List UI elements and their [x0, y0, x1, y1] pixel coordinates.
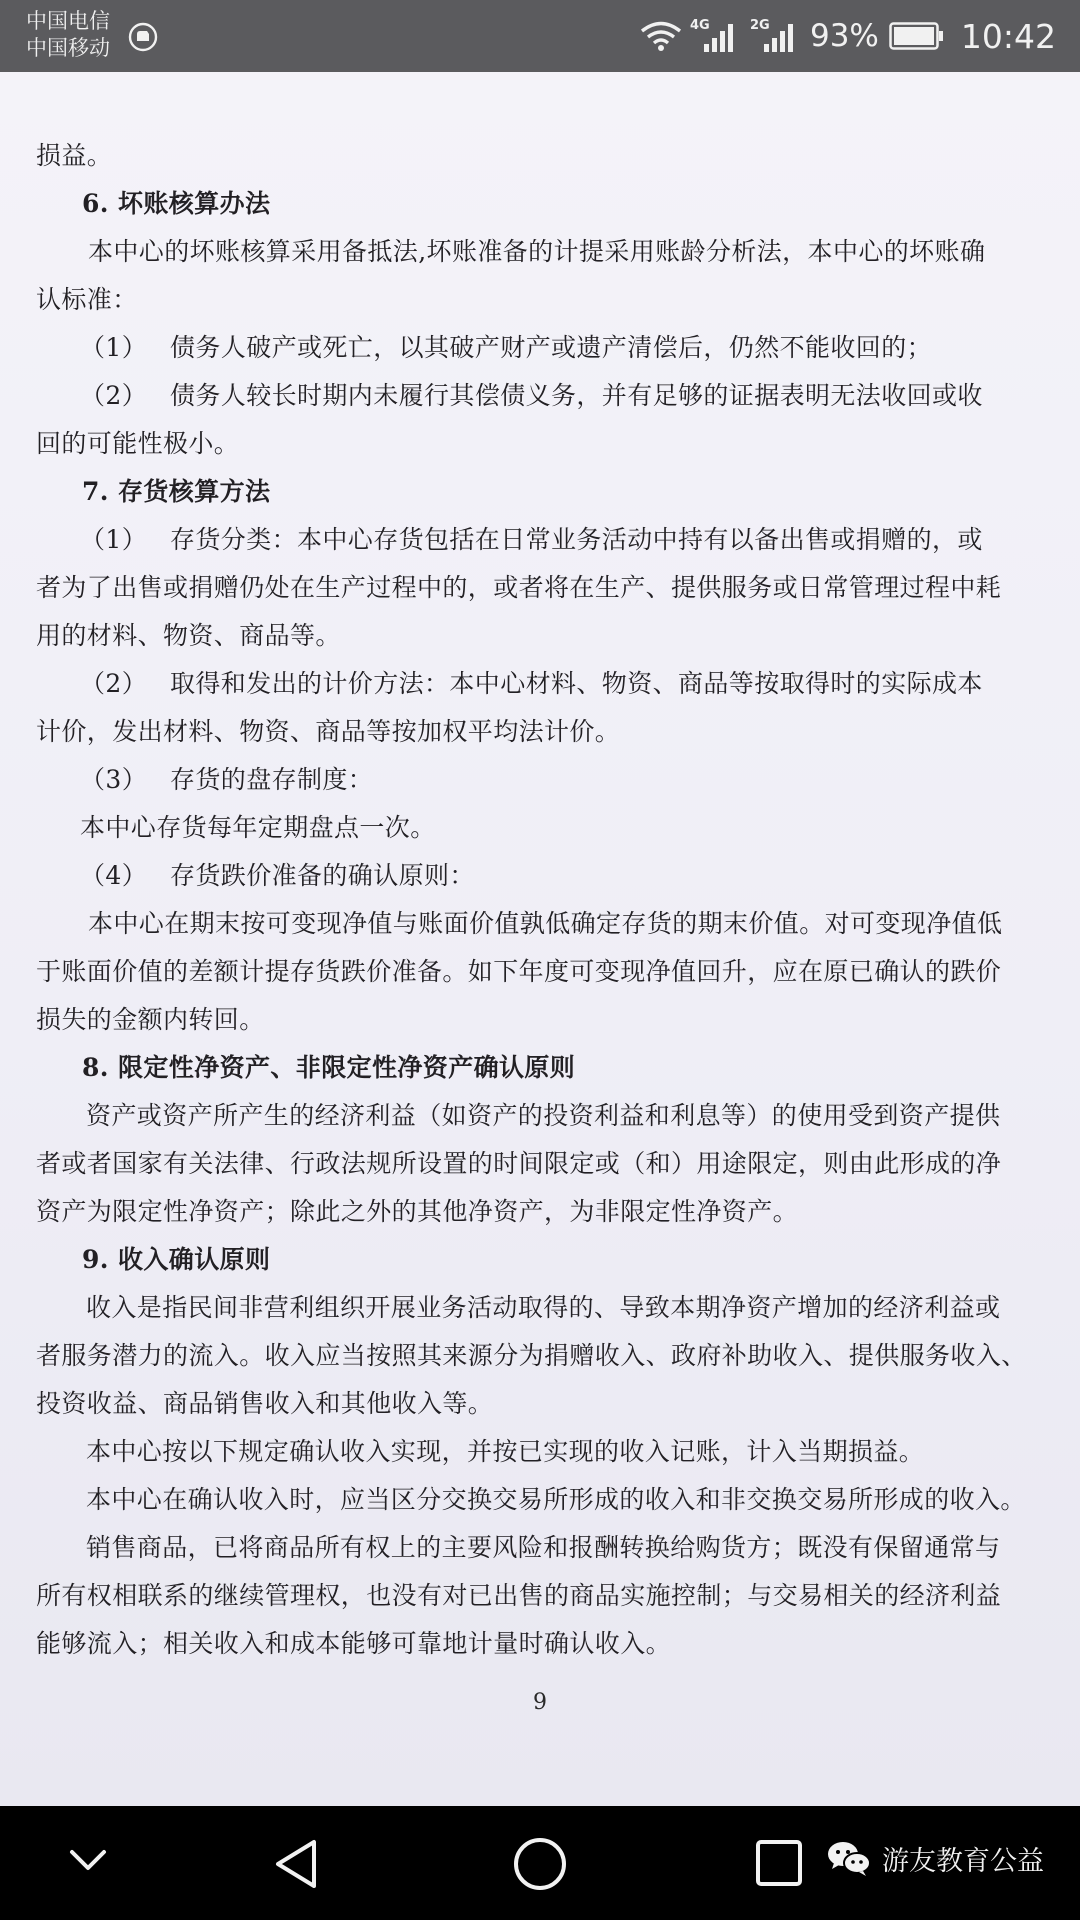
text-line: 资产为限定性净资产；除此之外的其他净资产，为非限定性净资产。: [36, 1197, 799, 1226]
item-number: （3）: [80, 765, 148, 794]
navigation-bar: [0, 1806, 1080, 1920]
network-type-2g: 2G: [749, 18, 770, 33]
text-line: 资产或资产所产生的经济利益（如资产的投资利益和利息等）的使用受到资产提供: [86, 1101, 1001, 1130]
list-item-text: 债务人破产或死亡，以其破产财产或遗产清偿后，仍然不能收回的；: [170, 333, 933, 362]
text-line: 本中心在确认收入时，应当区分交换交易所形成的收入和非交换交易所形成的收入。: [86, 1485, 1026, 1514]
section-heading: 6. 坏账核算办法: [82, 189, 271, 218]
text-line: 能够流入；相关收入和成本能够可靠地计量时确认收入。: [36, 1629, 672, 1658]
clock: 10:42: [960, 16, 1056, 56]
text-line: 者服务潜力的流入。收入应当按照其来源分为捐赠收入、政府补助收入、提供服务收入、: [36, 1341, 1027, 1370]
wechat-icon: [826, 1838, 872, 1878]
document-body: [36, 132, 1046, 1668]
home-icon[interactable]: [512, 1836, 568, 1892]
list-item-text: 存货的盘存制度：: [170, 765, 374, 794]
page-number: 9: [533, 1690, 547, 1715]
section-heading: 7. 存货核算方法: [82, 477, 271, 506]
text-line: 投资收益、商品销售收入和其他收入等。: [36, 1389, 494, 1418]
wechat-account-name: 游友教育公益: [882, 1845, 1044, 1877]
carrier-2: 中国移动: [26, 36, 110, 60]
wechat-account[interactable]: [826, 1838, 1044, 1878]
sim-badge-icon: [128, 22, 158, 52]
text-line: 本中心的坏账核算采用备抵法,坏账准备的计提采用账龄分析法，本中心的坏账确: [88, 237, 986, 266]
item-number: （1）: [80, 525, 148, 554]
list-item: [36, 756, 1046, 804]
list-item-text: 债务人较长时期内未履行其偿债义务，并有足够的证据表明无法收回或收: [170, 381, 983, 410]
text-line: 损益。: [36, 141, 113, 170]
status-bar: [0, 0, 1080, 72]
recents-icon[interactable]: [754, 1838, 804, 1888]
text-line: 销售商品，已将商品所有权上的主要风险和报酬转换给购货方；既没有保留通常与: [86, 1533, 1001, 1562]
section-heading: 9. 收入确认原则: [82, 1245, 271, 1274]
text-line: 者或者国家有关法律、行政法规所设置的时间限定或（和）用途限定，则由此形成的净: [36, 1149, 1002, 1178]
wifi-icon: [640, 20, 682, 52]
back-icon[interactable]: [272, 1838, 322, 1890]
signal-2g: [750, 18, 800, 54]
text-line: 用的材料、物资、商品等。: [36, 621, 341, 650]
text-line: 损失的金额内转回。: [36, 1005, 265, 1034]
text-line: 所有权相联系的继续管理权，也没有对已出售的商品实施控制；与交易相关的经济利益: [36, 1581, 1002, 1610]
item-number: （1）: [80, 333, 148, 362]
text-line: 本中心存货每年定期盘点一次。: [80, 813, 436, 842]
battery-percent: 93%: [809, 18, 879, 54]
text-line: 者为了出售或捐赠仍处在生产过程中的，或者将在生产、提供服务或日常管理过程中耗: [36, 573, 1002, 602]
list-item-text: 存货分类：本中心存货包括在日常业务活动中持有以备出售或捐赠的，或: [170, 525, 983, 554]
text-line: 于账面价值的差额计提存货跌价准备。如下年度可变现净值回升，应在原已确认的跌价: [36, 957, 1002, 986]
list-item: [36, 372, 1046, 420]
signal-icon: [702, 22, 738, 52]
network-type-4g: 4G: [689, 18, 710, 33]
signal-4g: [690, 18, 740, 54]
chevron-down-icon[interactable]: [66, 1846, 110, 1876]
carrier-labels: [26, 8, 110, 62]
item-number: （2）: [80, 381, 148, 410]
item-number: （4）: [80, 861, 148, 890]
list-item: [36, 516, 1046, 564]
section-heading: 8. 限定性净资产、非限定性净资产确认原则: [82, 1053, 576, 1082]
list-item-text: 取得和发出的计价方法：本中心材料、物资、商品等按取得时的实际成本: [170, 669, 983, 698]
carrier-1: 中国电信: [26, 9, 110, 33]
battery-icon: [889, 22, 945, 50]
text-line: 收入是指民间非营利组织开展业务活动取得的、导致本期净资产增加的经济利益或: [86, 1293, 1001, 1322]
text-line: 本中心按以下规定确认收入实现，并按已实现的收入记账，计入当期损益。: [86, 1437, 925, 1466]
item-number: （2）: [80, 669, 148, 698]
text-line: 认标准：: [36, 285, 138, 314]
document-page[interactable]: [0, 72, 1080, 1806]
list-item: [36, 324, 1046, 372]
list-item: [36, 660, 1046, 708]
signal-icon: [762, 22, 798, 52]
text-line: 本中心在期末按可变现净值与账面价值孰低确定存货的期末价值。对可变现净值低: [88, 909, 1003, 938]
list-item-text: 存货跌价准备的确认原则：: [170, 861, 475, 890]
list-item: [36, 852, 1046, 900]
text-line: 回的可能性极小。: [36, 429, 240, 458]
text-line: 计价，发出材料、物资、商品等按加权平均法计价。: [36, 717, 621, 746]
